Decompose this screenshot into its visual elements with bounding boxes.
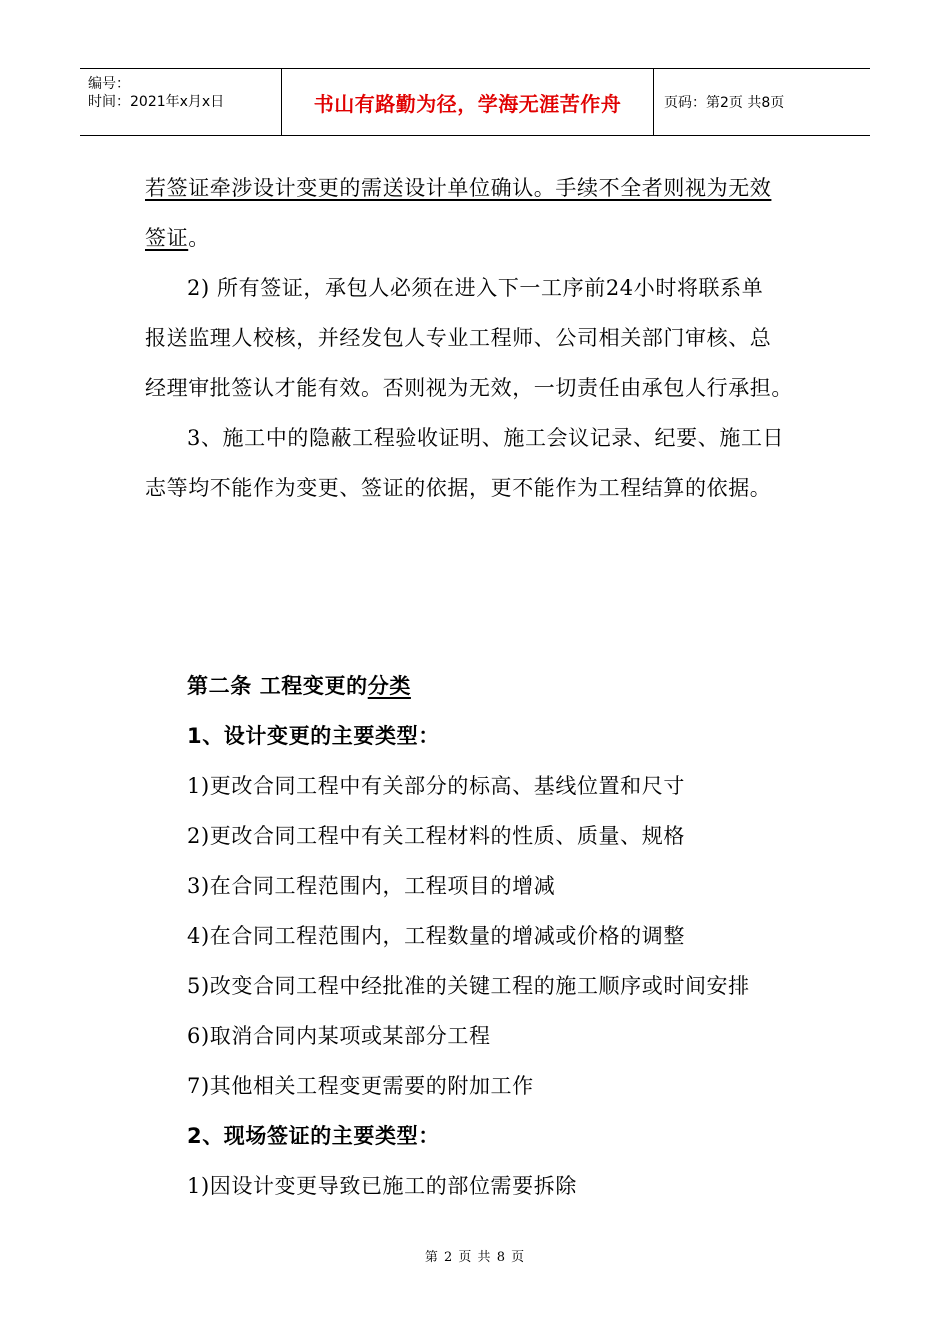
page-footer: 第 2 页 共 8 页 [424,1250,526,1265]
punctuation: 。 [188,226,210,250]
header-info-cell [80,69,282,135]
section-heading-underlined: 分类 [367,674,411,698]
paragraph-line [145,222,210,252]
list-item: 5)改变合同工程中经批准的关键工程的施工顺序或时间安排 [187,974,750,998]
list-item: 1)因设计变更导致已施工的部位需要拆除 [187,1174,577,1198]
subsection-heading: 2、现场签证的主要类型： [187,1124,440,1148]
underlined-text: 签证 [145,226,189,250]
list-item: 1)更改合同工程中有关部分的标高、基线位置和尺寸 [187,774,685,798]
paragraph-line: 经理审批签认才能有效。否则视为无效，一切责任由承包人行承担。 [145,376,793,400]
list-item: 2)更改合同工程中有关工程材料的性质、质量、规格 [187,824,685,848]
header-motto: 书山有路勤为径，学海无涯苦作舟 [313,91,622,116]
header-motto-cell [282,69,654,135]
date-label: 时间：2021年x月x日 [88,94,225,110]
list-item: 7)其他相关工程变更需要的附加工作 [187,1074,534,1098]
section-heading [187,670,411,700]
list-item: 4)在合同工程范围内，工程数量的增减或价格的调整 [187,924,685,948]
paragraph-line: 3、施工中的隐蔽工程验收证明、施工会议记录、纪要、施工日 [187,426,785,450]
header-page-cell [654,69,870,135]
list-item: 6)取消合同内某项或某部分工程 [187,1024,491,1048]
underlined-text: 若签证牵涉设计变更的需送设计单位确认。手续不全者则视为无效 [145,176,772,200]
header-page-label: 页码：第2页 共8页 [664,95,785,111]
paragraph-line: 2) 所有签证，承包人必须在进入下一工序前24小时将联系单 [187,276,764,300]
section-heading-text: 第二条 工程变更的 [187,674,368,698]
page-header [80,68,870,136]
number-label: 编号： [88,76,130,92]
list-item: 3)在合同工程范围内，工程项目的增减 [187,874,556,898]
paragraph-line: 志等均不能作为变更、签证的依据，更不能作为工程结算的依据。 [145,476,772,500]
subsection-heading: 1、设计变更的主要类型： [187,724,440,748]
paragraph-line [145,172,771,202]
paragraph-line: 报送监理人校核，并经发包人专业工程师、公司相关部门审核、总 [145,326,772,350]
